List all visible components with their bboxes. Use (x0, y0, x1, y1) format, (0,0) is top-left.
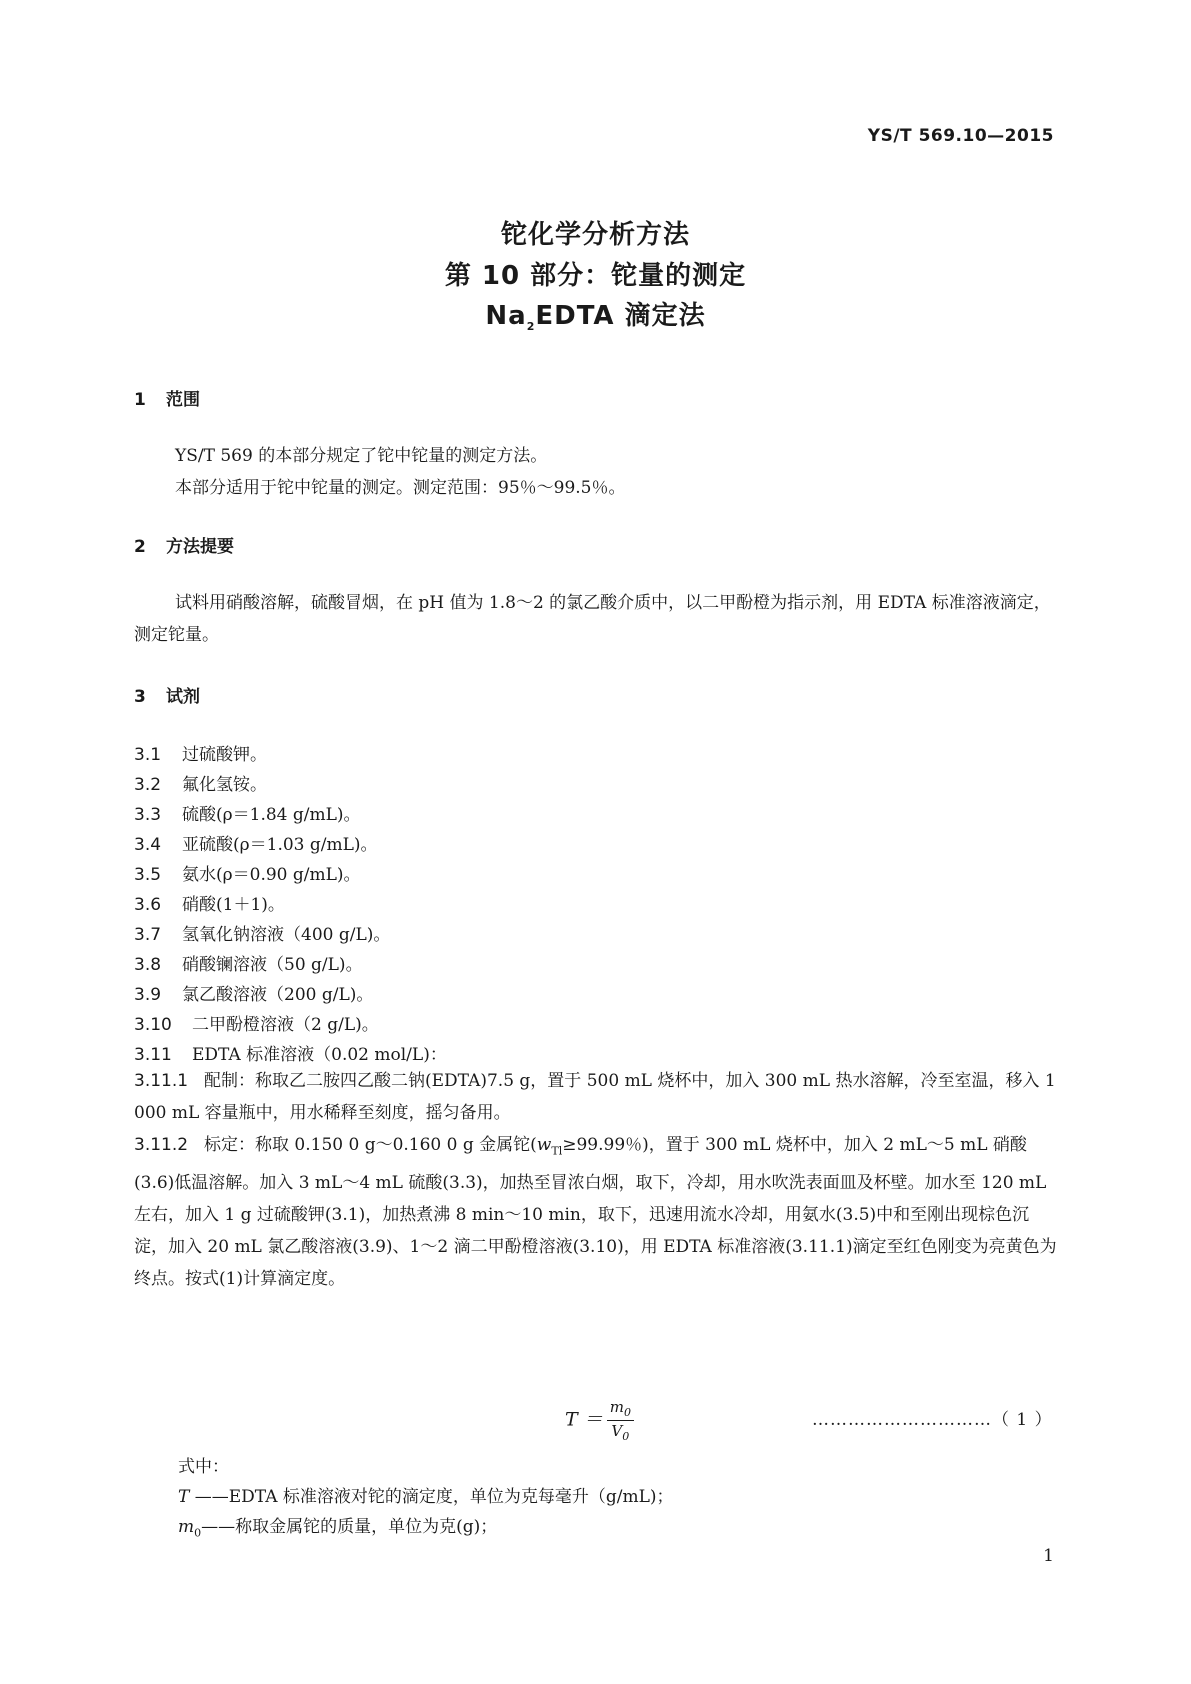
formula-numerator: $m_0$ (607, 1398, 634, 1421)
title-line-1: 铊化学分析方法 (500, 220, 690, 250)
section-title: 范围 (166, 390, 200, 410)
reagent-item (134, 860, 361, 885)
reagent-number: 3.11.1 (134, 1071, 189, 1091)
reagent-number: 3.1 (134, 745, 162, 765)
w-symbol: w (536, 1135, 552, 1155)
reagent-text: 亚硫酸(ρ＝1.03 g/mL)。 (182, 835, 378, 855)
reagent-3-11-1 (134, 1065, 1059, 1129)
formula-fraction (607, 1398, 634, 1443)
formula-lhs: T ＝ (565, 1408, 603, 1431)
section-number: 2 (134, 537, 146, 557)
standard-number: YS/T 569.10—2015 (867, 126, 1054, 146)
title-line-3 (0, 295, 1191, 333)
reagent-number: 3.7 (134, 925, 162, 945)
reagent-text-a: 标定：称取 0.150 0 g～0.160 0 g 金属铊( (204, 1135, 537, 1155)
scope-paragraph-2: 本部分适用于铊中铊量的测定。测定范围：95％～99.5％。 (175, 478, 626, 498)
reagent-number: 3.3 (134, 805, 162, 825)
reagent-number: 3.6 (134, 895, 162, 915)
reagent-item (134, 830, 378, 855)
page-number: 1 (1043, 1546, 1054, 1566)
reagent-text: 氟化氢铵。 (182, 775, 267, 795)
reagent-item (134, 740, 267, 765)
reagent-text: EDTA 标准溶液（0.02 mol/L)： (192, 1045, 447, 1065)
reagent-number: 3.9 (134, 985, 162, 1005)
m-subscript: 0 (194, 1526, 202, 1540)
section-title: 试剂 (166, 687, 200, 707)
reagent-number: 3.10 (134, 1015, 172, 1035)
reagent-text: 硝酸(1＋1)。 (182, 895, 285, 915)
reagent-text: 氯乙酸溶液（200 g/L)。 (182, 985, 374, 1005)
reagent-item (134, 1040, 447, 1065)
title-line-3-prefix: Na (485, 301, 527, 331)
formula-denominator: $V_0$ (611, 1422, 630, 1443)
reagent-item (134, 800, 361, 825)
section-2-heading (134, 532, 234, 557)
reagent-item (134, 1010, 379, 1035)
t-symbol: T (178, 1487, 190, 1507)
reagent-text: 氢氧化钠溶液（400 g/L)。 (182, 925, 391, 945)
m-description: ——称取金属铊的质量，单位为克(g)； (201, 1517, 498, 1537)
title-line-3-suffix: EDTA 滴定法 (535, 301, 706, 331)
reagent-text: 过硫酸钾。 (182, 745, 267, 765)
reagent-3-11-2 (134, 1129, 1059, 1295)
w-subscript: Tl (551, 1144, 563, 1158)
reagent-number: 3.2 (134, 775, 162, 795)
t-description: ——EDTA 标准溶液对铊的滴定度，单位为克每毫升（g/mL)； (189, 1487, 674, 1507)
section-title: 方法提要 (166, 537, 234, 557)
reagent-item (134, 920, 390, 945)
title-line-3-sub: 2 (526, 320, 536, 334)
reagent-number: 3.5 (134, 865, 162, 885)
reagent-number: 3.4 (134, 835, 162, 855)
scope-paragraph-1: YS/T 569 的本部分规定了铊中铊量的测定方法。 (175, 446, 548, 466)
formula-number: …………………………（ 1 ） (812, 1410, 1053, 1430)
m-symbol: m (178, 1517, 195, 1537)
where-intro: 式中： (178, 1457, 229, 1477)
section-1-heading (134, 385, 200, 410)
principle-paragraph: 试料用硝酸溶解，硫酸冒烟，在 pH 值为 1.8～2 的氯乙酸介质中，以二甲酚橙为指示剂，用 EDTA 标准溶液滴定，测定铊量。 (134, 593, 1051, 645)
reagent-text: 二甲酚橙溶液（2 g/L)。 (192, 1015, 379, 1035)
section-number: 3 (134, 687, 146, 707)
reagent-item (134, 770, 267, 795)
reagent-number: 3.11.2 (134, 1135, 189, 1155)
reagent-text: 硝酸镧溶液（50 g/L)。 (182, 955, 363, 975)
section-number: 1 (134, 390, 146, 410)
reagent-text: 氨水(ρ＝0.90 g/mL)。 (182, 865, 361, 885)
formula-1 (565, 1398, 634, 1443)
reagent-item (134, 950, 363, 975)
reagent-number: 3.8 (134, 955, 162, 975)
reagent-number: 3.11 (134, 1045, 172, 1065)
where-m (178, 1512, 497, 1539)
reagent-text-b: ≥99.99％)，置于 300 mL 烧杯中，加入 2 mL～5 mL 硝酸(3.6)低温溶解。加入 3 mL～4 mL 硫酸(3.3)，加热至冒浓白烟，取下，冷却，用水吹洗表面皿及杯壁。加水至 120 mL 左右，加入 1 g 过硫酸钾(3.1)，加热煮沸 8 min～10 min，取下，迅速用流水冷却，用氨水(3.5)中和至刚出现棕色沉淀，加入 20 mL 氯乙酸溶液(3.9)、1～2 滴二甲酚橙溶液(3.10)，用 EDTA 标准溶液(3.11.1)滴定至红色刚变为亮黄色为终点。按式(1)计算滴定度。 (134, 1135, 1057, 1290)
reagent-text: 配制：称取乙二胺四乙酸二钠(EDTA)7.5 g，置于 500 mL 烧杯中，加入 300 mL 热水溶解，冷至室温，移入 1 000 mL 容量瓶中，用水稀释至刻度，摇匀备用。 (134, 1071, 1056, 1123)
title-line-2: 第 10 部分：铊量的测定 (444, 261, 747, 291)
section-3-heading (134, 682, 200, 707)
where-t (178, 1482, 674, 1507)
reagent-item (134, 980, 373, 1005)
reagent-item (134, 890, 285, 915)
reagent-text: 硫酸(ρ＝1.84 g/mL)。 (182, 805, 361, 825)
